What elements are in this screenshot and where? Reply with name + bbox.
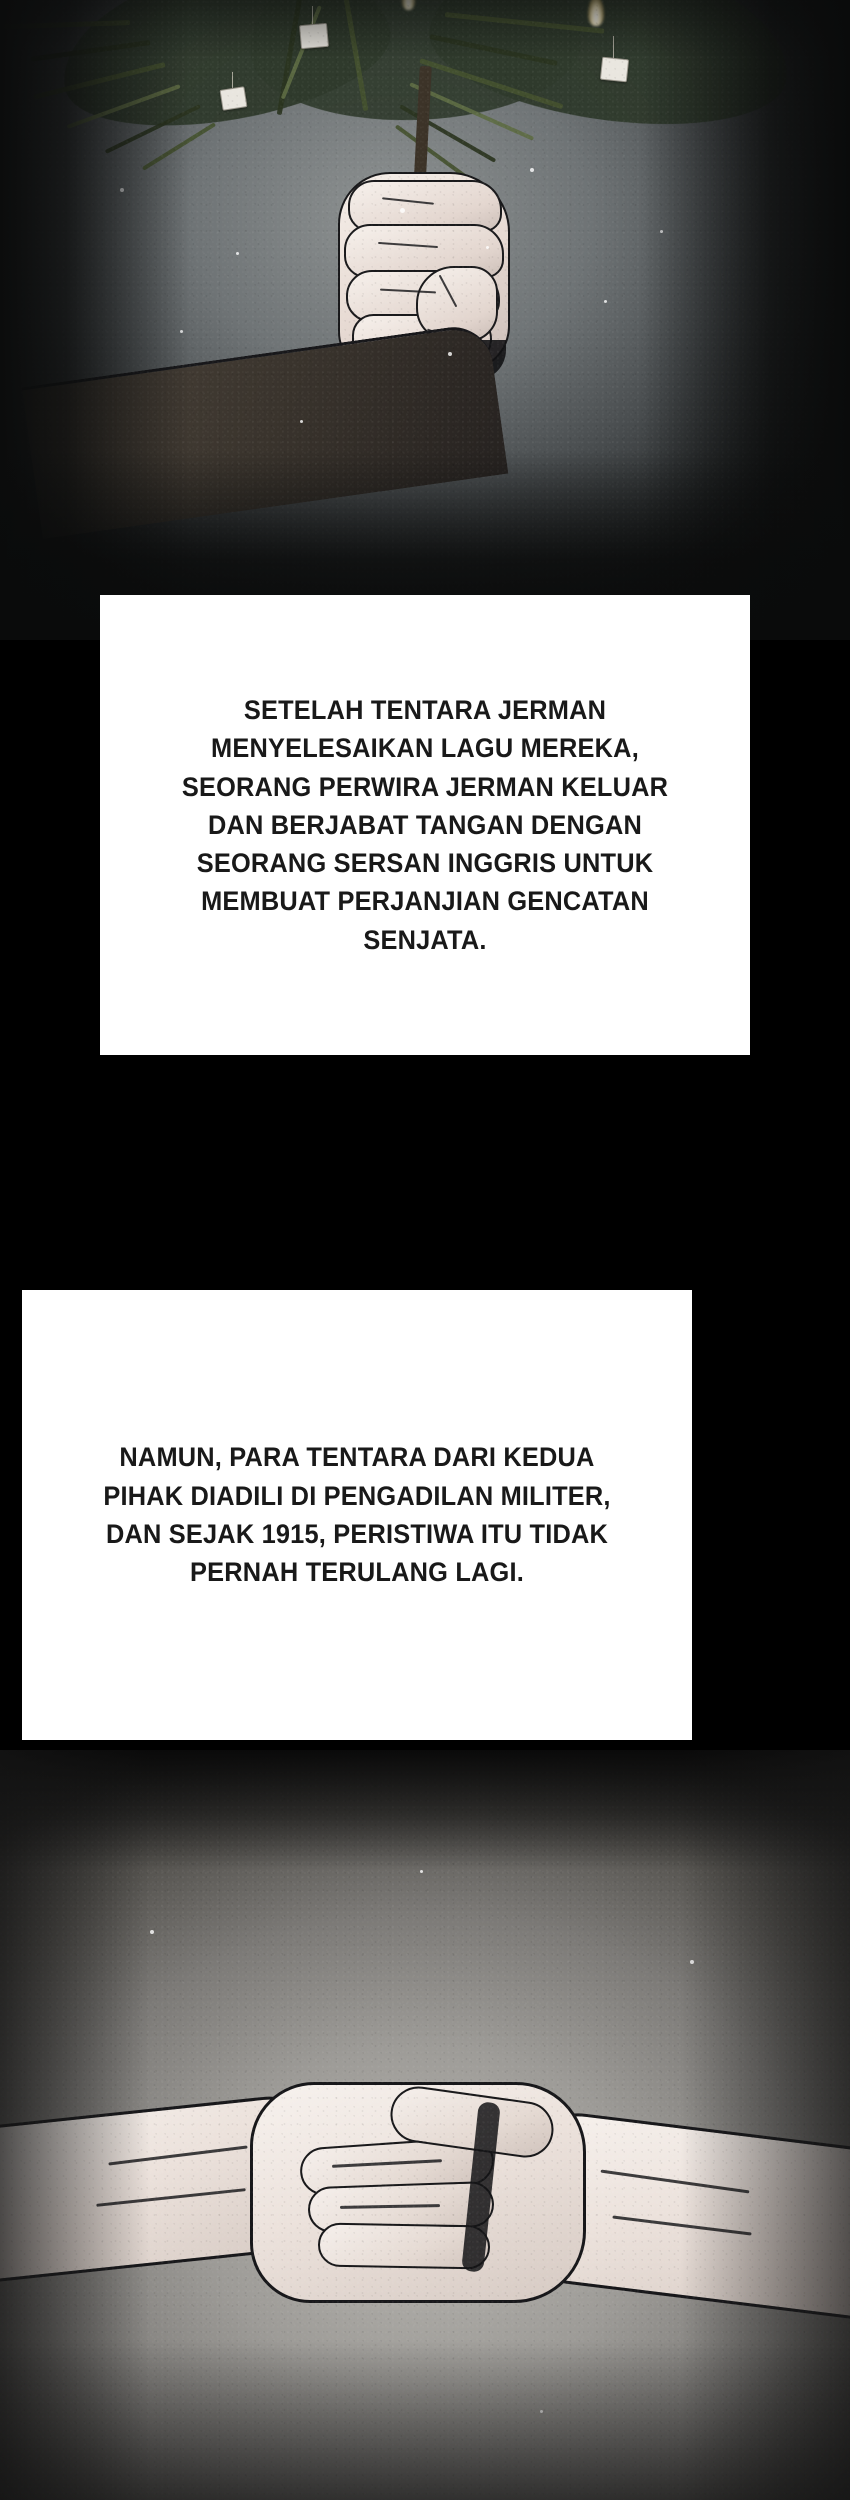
paper-tag — [600, 57, 629, 83]
snowflake — [530, 168, 534, 172]
caption-box-1 — [100, 595, 750, 1055]
snowflake — [486, 246, 489, 249]
panel-hand-holding-fir-branch — [0, 0, 850, 640]
snowflake — [448, 352, 452, 356]
panel-soldiers-handshake — [0, 1750, 850, 2500]
caption-text-2: NAMUN, PARA TENTARA DARI KEDUA PIHAK DIADILI DI PENGADILAN MILITER, DAN SEJAK 1915, PERISTIWA ITU TIDAK PERNAH TERULANG LAGI. — [103, 1442, 611, 1588]
snowflake — [604, 300, 607, 303]
caption-text-1: SETELAH TENTARA JERMAN MENYELESAIKAN LAGU MEREKA, SEORANG PERWIRA JERMAN KELUAR DAN BERJABAT TANGAN DENGAN SEORANG SERSAN INGGRIS UNTUK MEMBUAT PERJANJIAN GENCATAN SENJATA. — [181, 694, 669, 955]
vignette-bottom — [0, 2340, 850, 2500]
snowflake — [236, 252, 239, 255]
snowflake — [420, 1870, 423, 1873]
fist-gripping-branch — [330, 140, 520, 400]
snowflake — [300, 420, 303, 423]
snowflake — [400, 208, 405, 213]
snowflake — [150, 1930, 154, 1934]
caption-box-2 — [22, 1290, 692, 1740]
paper-tag — [220, 86, 248, 111]
